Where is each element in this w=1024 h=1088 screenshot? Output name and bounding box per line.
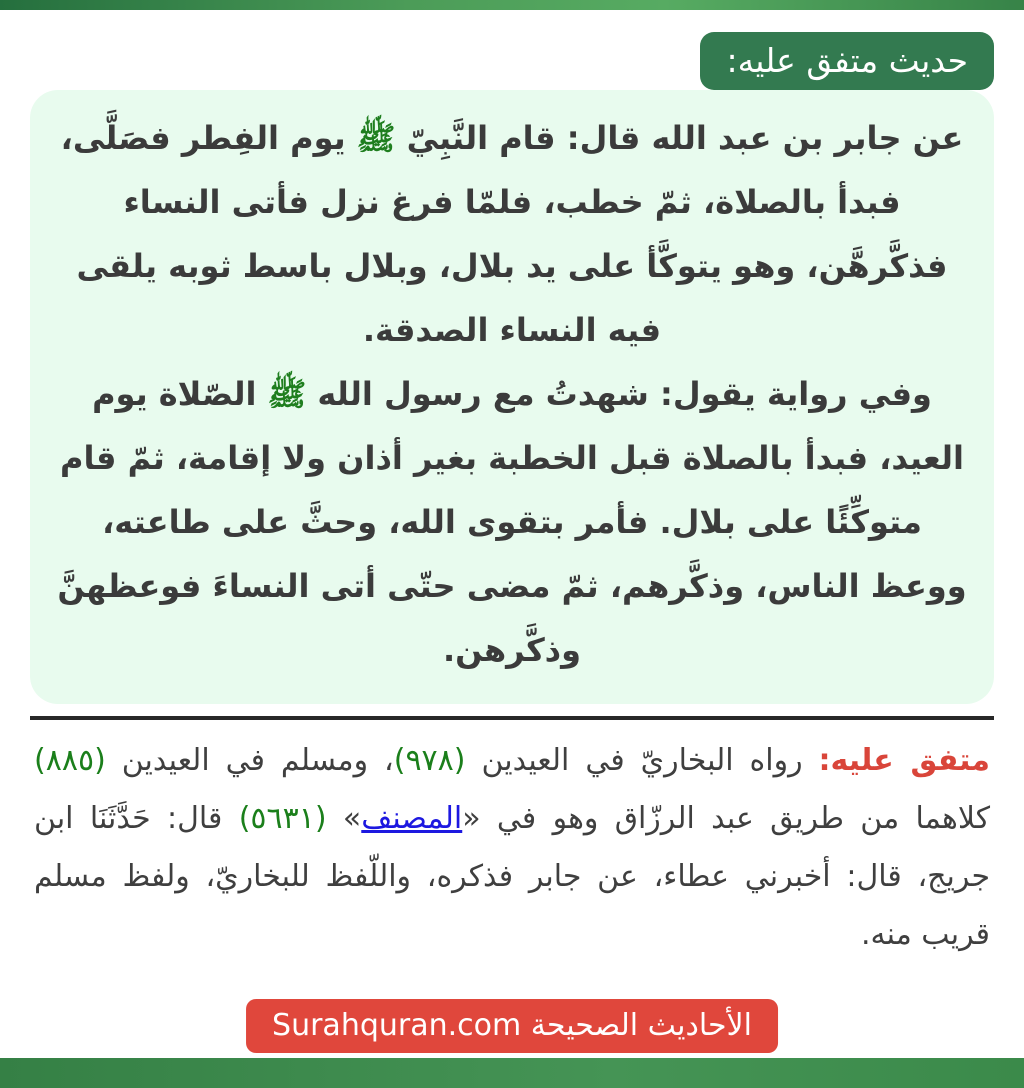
text-segment: يوم الفِطر فصَلَّى، فبدأ بالصلاة، ثمّ خطب، فلمّا فرغ نزل فأتى النساء فذكَّرهَّن، وهو يتوكَّأ على يد بلال، وبلال باسط ثوبه يلقى فيه النساء الصدقة. [60, 119, 948, 349]
hadith-paragraph-second-narration [52, 362, 972, 682]
text-segment: كلاهما من طريق عبد الرزّاق وهو في « [462, 801, 991, 836]
text-segment: وفي رواية يقول: شهدتُ مع رسول الله [306, 375, 932, 413]
musannaf-link[interactable]: المصنف [361, 801, 463, 836]
text-segment: » [326, 801, 362, 836]
text-segment: عن جابر بن عبد الله قال: قام النَّبِيّ [395, 119, 964, 157]
text-segment: الصّلاة يوم العيد، فبدأ بالصلاة قبل الخطبة بغير أذان ولا إقامة، ثمّ قام متوكِّئًا على بلال. فأمر بتقوى الله، وحثَّ على طاعته، ووعظ الناس، وذكَّرهم، ثمّ مضى حتّى أتى النساءَ فوعظهنَّ وذكَّرهن. [57, 375, 967, 669]
hadith-text-box [30, 90, 994, 704]
text-segment: ، ومسلم في العيدين [105, 743, 394, 778]
site-banner: الأحاديث الصحيحة Surahquran.com [246, 999, 778, 1053]
muslim-number: (٨٨٥) [34, 743, 106, 778]
text-segment: قال: حَدَّثَنَا ابن جريج، قال: أخبرني عطاء، عن جابر فذكره، واللّفظ للبخاريّ، ولفظ مسلم قريب منه. [34, 801, 990, 952]
salla-allahu-alayhi-wasallam-symbol: ﷺ [267, 375, 307, 413]
hadith-paragraph-first-narration [52, 106, 972, 362]
text-segment: رواه البخاريّ في العيدين [465, 743, 819, 778]
bukhari-number: (٩٧٨) [393, 743, 466, 778]
bottom-accent-bar [0, 1058, 1024, 1088]
hadith-type-badge: حديث متفق عليه: [700, 32, 994, 90]
musannaf-number: (٥٦٣١) [238, 801, 327, 836]
takhrij-paragraph [34, 732, 990, 964]
salla-allahu-alayhi-wasallam-symbol: ﷺ [356, 119, 396, 157]
muttafaq-alayh-label: متفق عليه: [818, 743, 990, 778]
top-accent-bar [0, 0, 1024, 10]
section-divider [30, 716, 994, 720]
